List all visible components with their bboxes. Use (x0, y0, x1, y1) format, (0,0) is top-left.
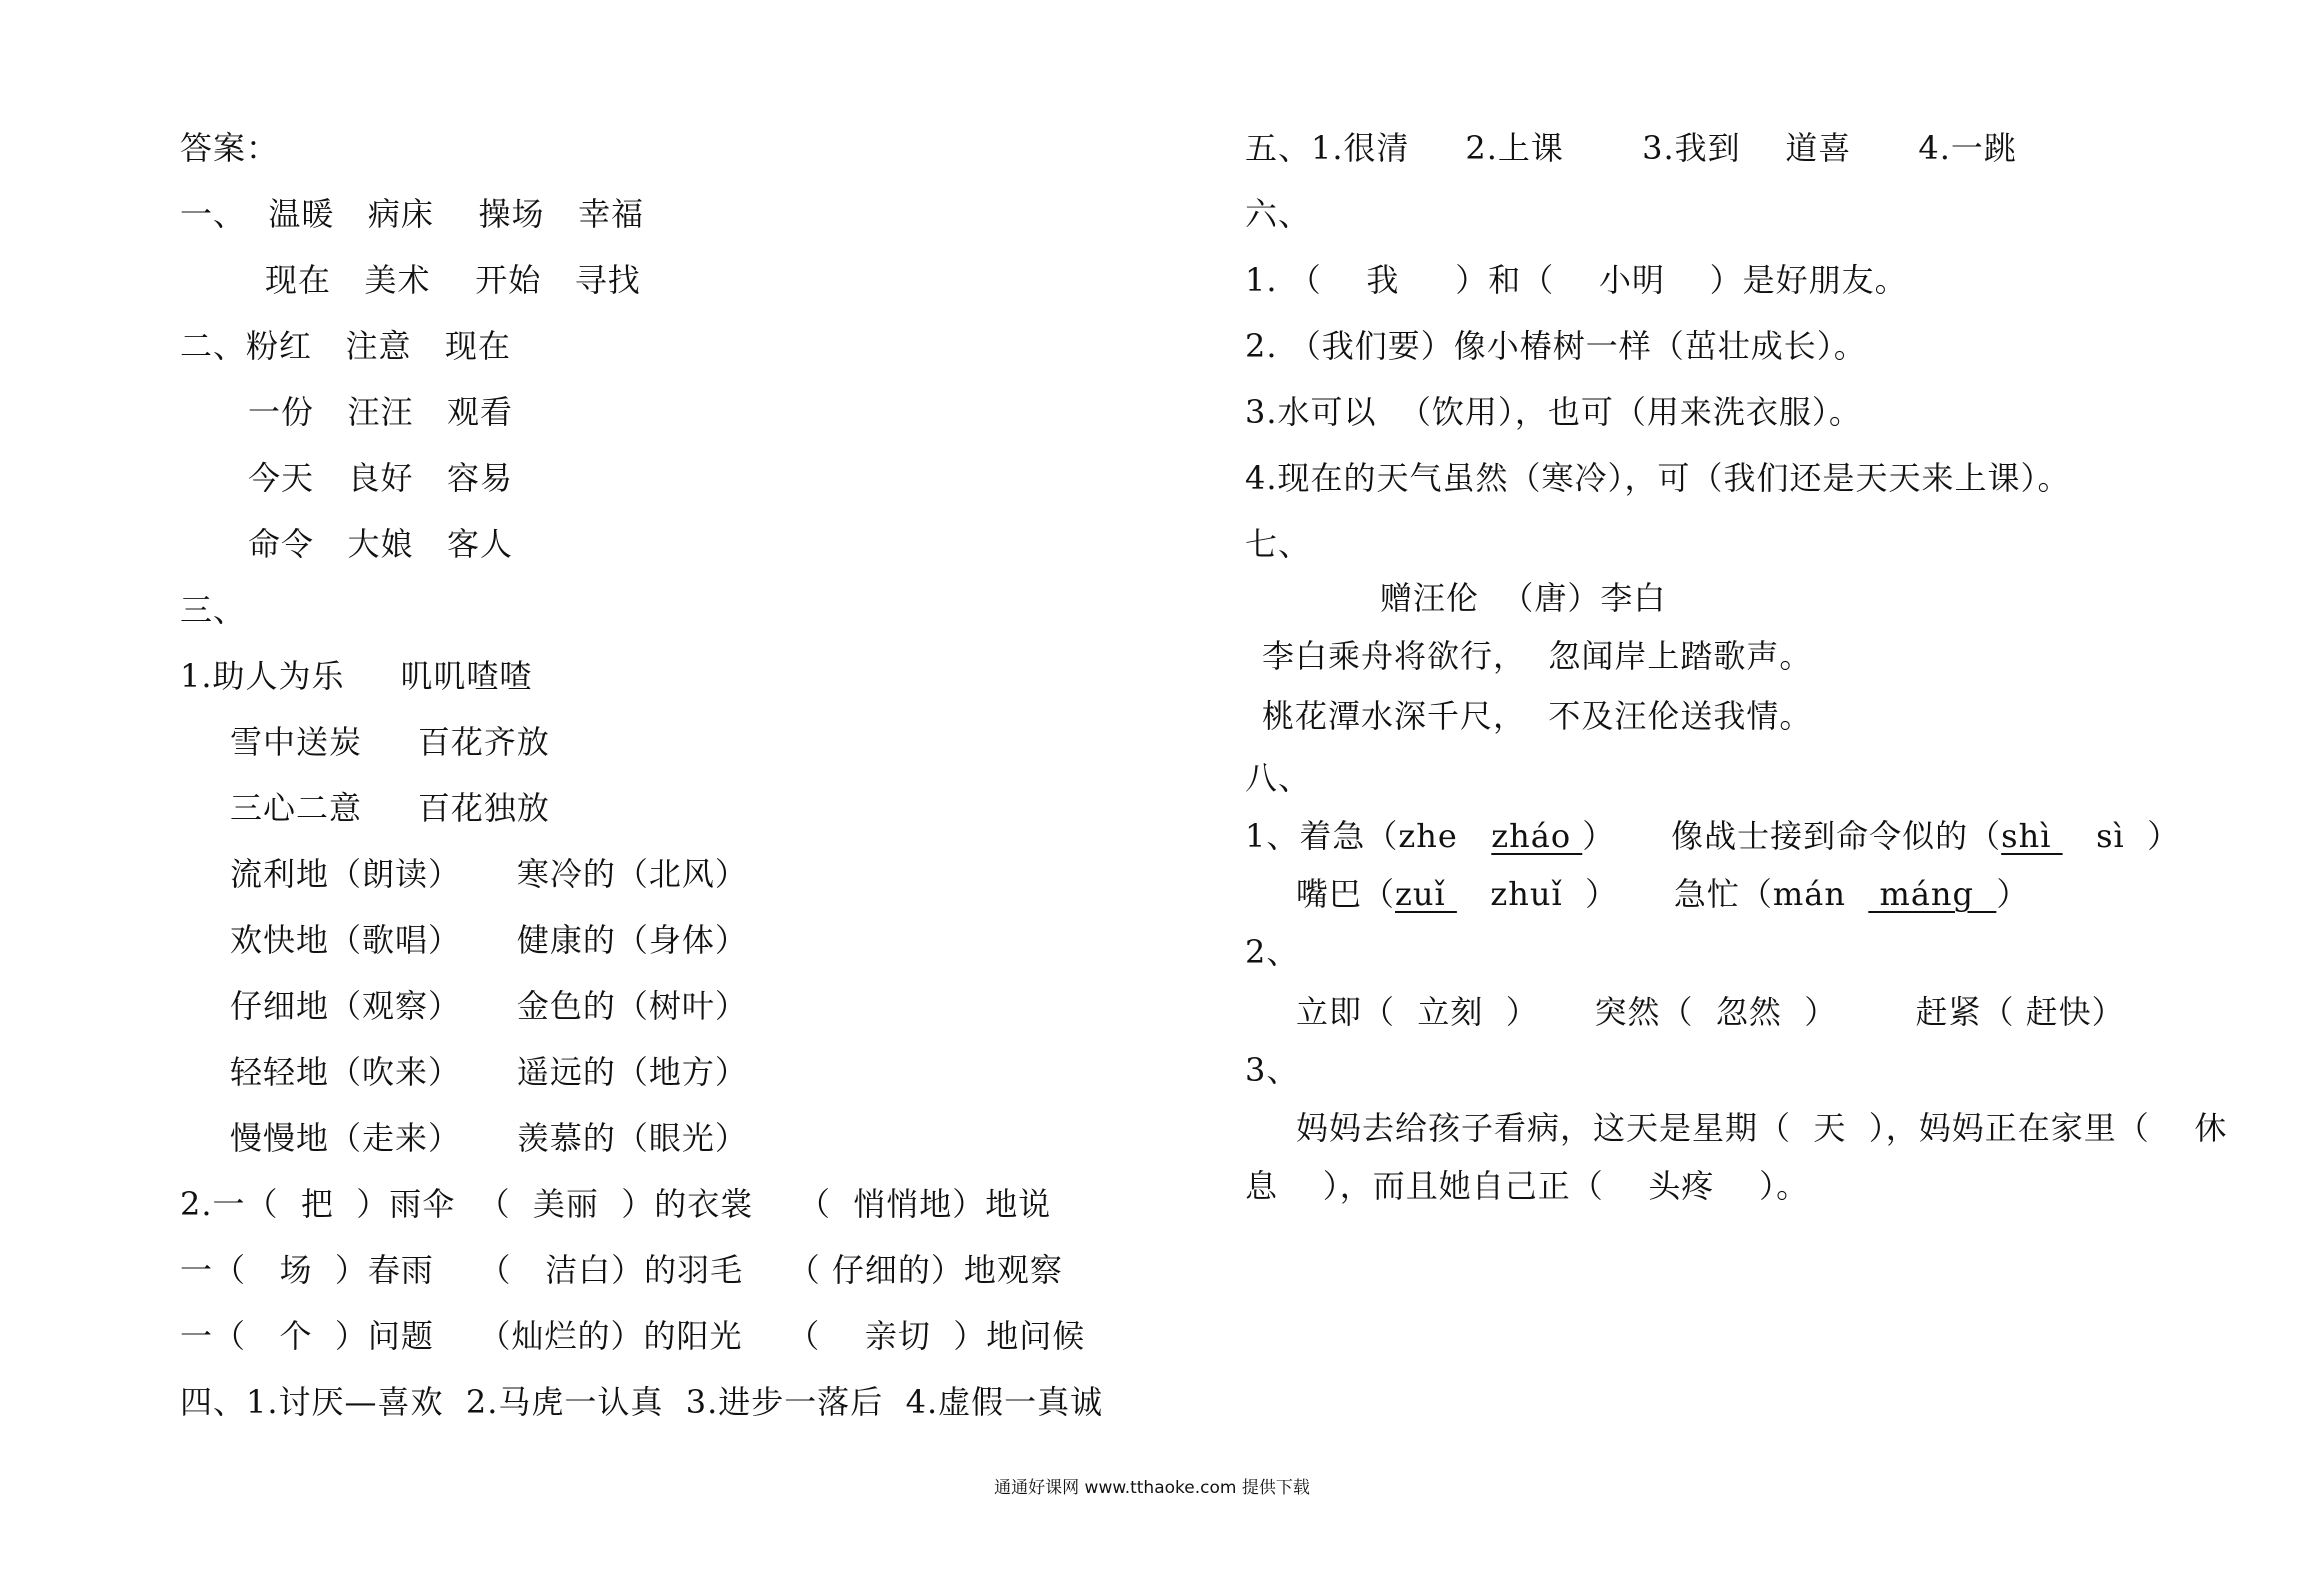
q1-answer-shi: shì (2001, 817, 2063, 855)
section-3-line-5: 欢快地（歌唱） 健康的（身体） (230, 921, 748, 959)
q1-text-c: ） 像战士接到命令似的（ (1582, 817, 2002, 855)
section-6-line-1: 1. （ 我 ）和（ 小明 ）是好朋友。 (1245, 261, 1908, 299)
section-2-row-2: 一份 汪汪 观看 (248, 393, 514, 431)
q1b-answer-mang: máng (1868, 875, 1997, 913)
section-8-q3-line-1: 妈妈去给孩子看病，这天是星期（ 天 ），妈妈正在家里（ 休 (1296, 1109, 2228, 1147)
section-3-line-10: 一（ 场 ）春雨 （ 洁白）的羽毛 （ 仔细的）地观察 (180, 1251, 1063, 1289)
section-5-answers: 五、1.很清 2.上课 3.我到 道喜 4.一跳 (1245, 129, 2017, 167)
q1b-text-c: zhuǐ ） 急忙（mán (1456, 875, 1869, 913)
section-8-q3-line-2: 息 ），而且她自己正（ 头疼 ）。 (1245, 1167, 1810, 1205)
section-7-header: 七、 (1245, 525, 1312, 563)
q1-text-a: 1、着急（zhe (1245, 817, 1492, 855)
q1b-text-a: 嘴巴（ (1296, 875, 1396, 913)
section-8-q3-header: 3、 (1245, 1051, 1300, 1089)
section-6-line-2: 2. （我们要）像小椿树一样（茁壮成长）。 (1245, 327, 1867, 365)
section-3-line-6: 仔细地（观察） 金色的（树叶） (230, 987, 748, 1025)
section-6-line-3: 3.水可以 （饮用），也可（用来洗衣服）。 (1245, 393, 1862, 431)
q1b-text-e: ） (1996, 875, 2030, 913)
section-6-header: 六、 (1245, 195, 1312, 233)
section-3-header: 三、 (180, 591, 247, 629)
answer-title: 答案： (180, 129, 280, 167)
section-4-antonyms: 四、1.讨厌—喜欢 2.马虎一认真 3.进步一落后 4.虚假一真诚 (180, 1383, 1104, 1421)
section-1-row-2: 现在 美术 开始 寻找 (265, 261, 641, 299)
section-6-line-4: 4.现在的天气虽然（寒冷），可（我们还是天天来上课）。 (1245, 459, 2071, 497)
q1-text-e: sì ） (2062, 817, 2181, 855)
section-8-q1-line-2 (1296, 874, 2029, 914)
section-1-row-1: 一、 温暖 病床 操场 幸福 (180, 195, 645, 233)
section-3-line-11: 一（ 个 ）问题 （灿烂的）的阳光 （ 亲切 ）地问候 (180, 1317, 1086, 1355)
section-3-line-4: 流利地（朗读） 寒冷的（北风） (230, 855, 748, 893)
footer-source: 通通好课网 www.tthaoke.com 提供下载 (994, 1478, 1310, 1498)
poem-title: 赠汪伦 （唐）李白 (1380, 579, 1667, 617)
section-8-q2-header: 2、 (1245, 933, 1300, 971)
section-3-line-8: 慢慢地（走来） 羡慕的（眼光） (230, 1119, 748, 1157)
section-3-line-2: 雪中送炭 百花齐放 (230, 723, 550, 761)
section-2-row-1: 二、粉红 注意 现在 (180, 327, 512, 365)
poem-line-2: 桃花潭水深千尺， 不及汪伦送我情。 (1262, 697, 1813, 735)
section-3-line-9: 2.一（ 把 ）雨伞 （ 美丽 ）的衣裳 （ 悄悄地）地说 (180, 1185, 1052, 1223)
q1b-answer-zui: zuǐ (1395, 875, 1457, 913)
section-3-line-3: 三心二意 百花独放 (230, 789, 550, 827)
section-3-line-7: 轻轻地（吹来） 遥远的（地方） (230, 1053, 748, 1091)
section-2-row-4: 命令 大娘 客人 (248, 525, 514, 563)
section-8-header: 八、 (1245, 759, 1312, 797)
section-8-q1-line-1 (1245, 816, 2180, 856)
section-3-line-1: 1.助人为乐 叽叽喳喳 (180, 657, 533, 695)
section-8-q2-synonyms: 立即（ 立刻 ） 突然（ 忽然 ） 赶紧（ 赶快） (1296, 993, 2125, 1031)
q1-answer-zhao: zháo (1491, 817, 1583, 855)
section-2-row-3: 今天 良好 容易 (248, 459, 514, 497)
poem-line-1: 李白乘舟将欲行， 忽闻岸上踏歌声。 (1262, 637, 1813, 675)
